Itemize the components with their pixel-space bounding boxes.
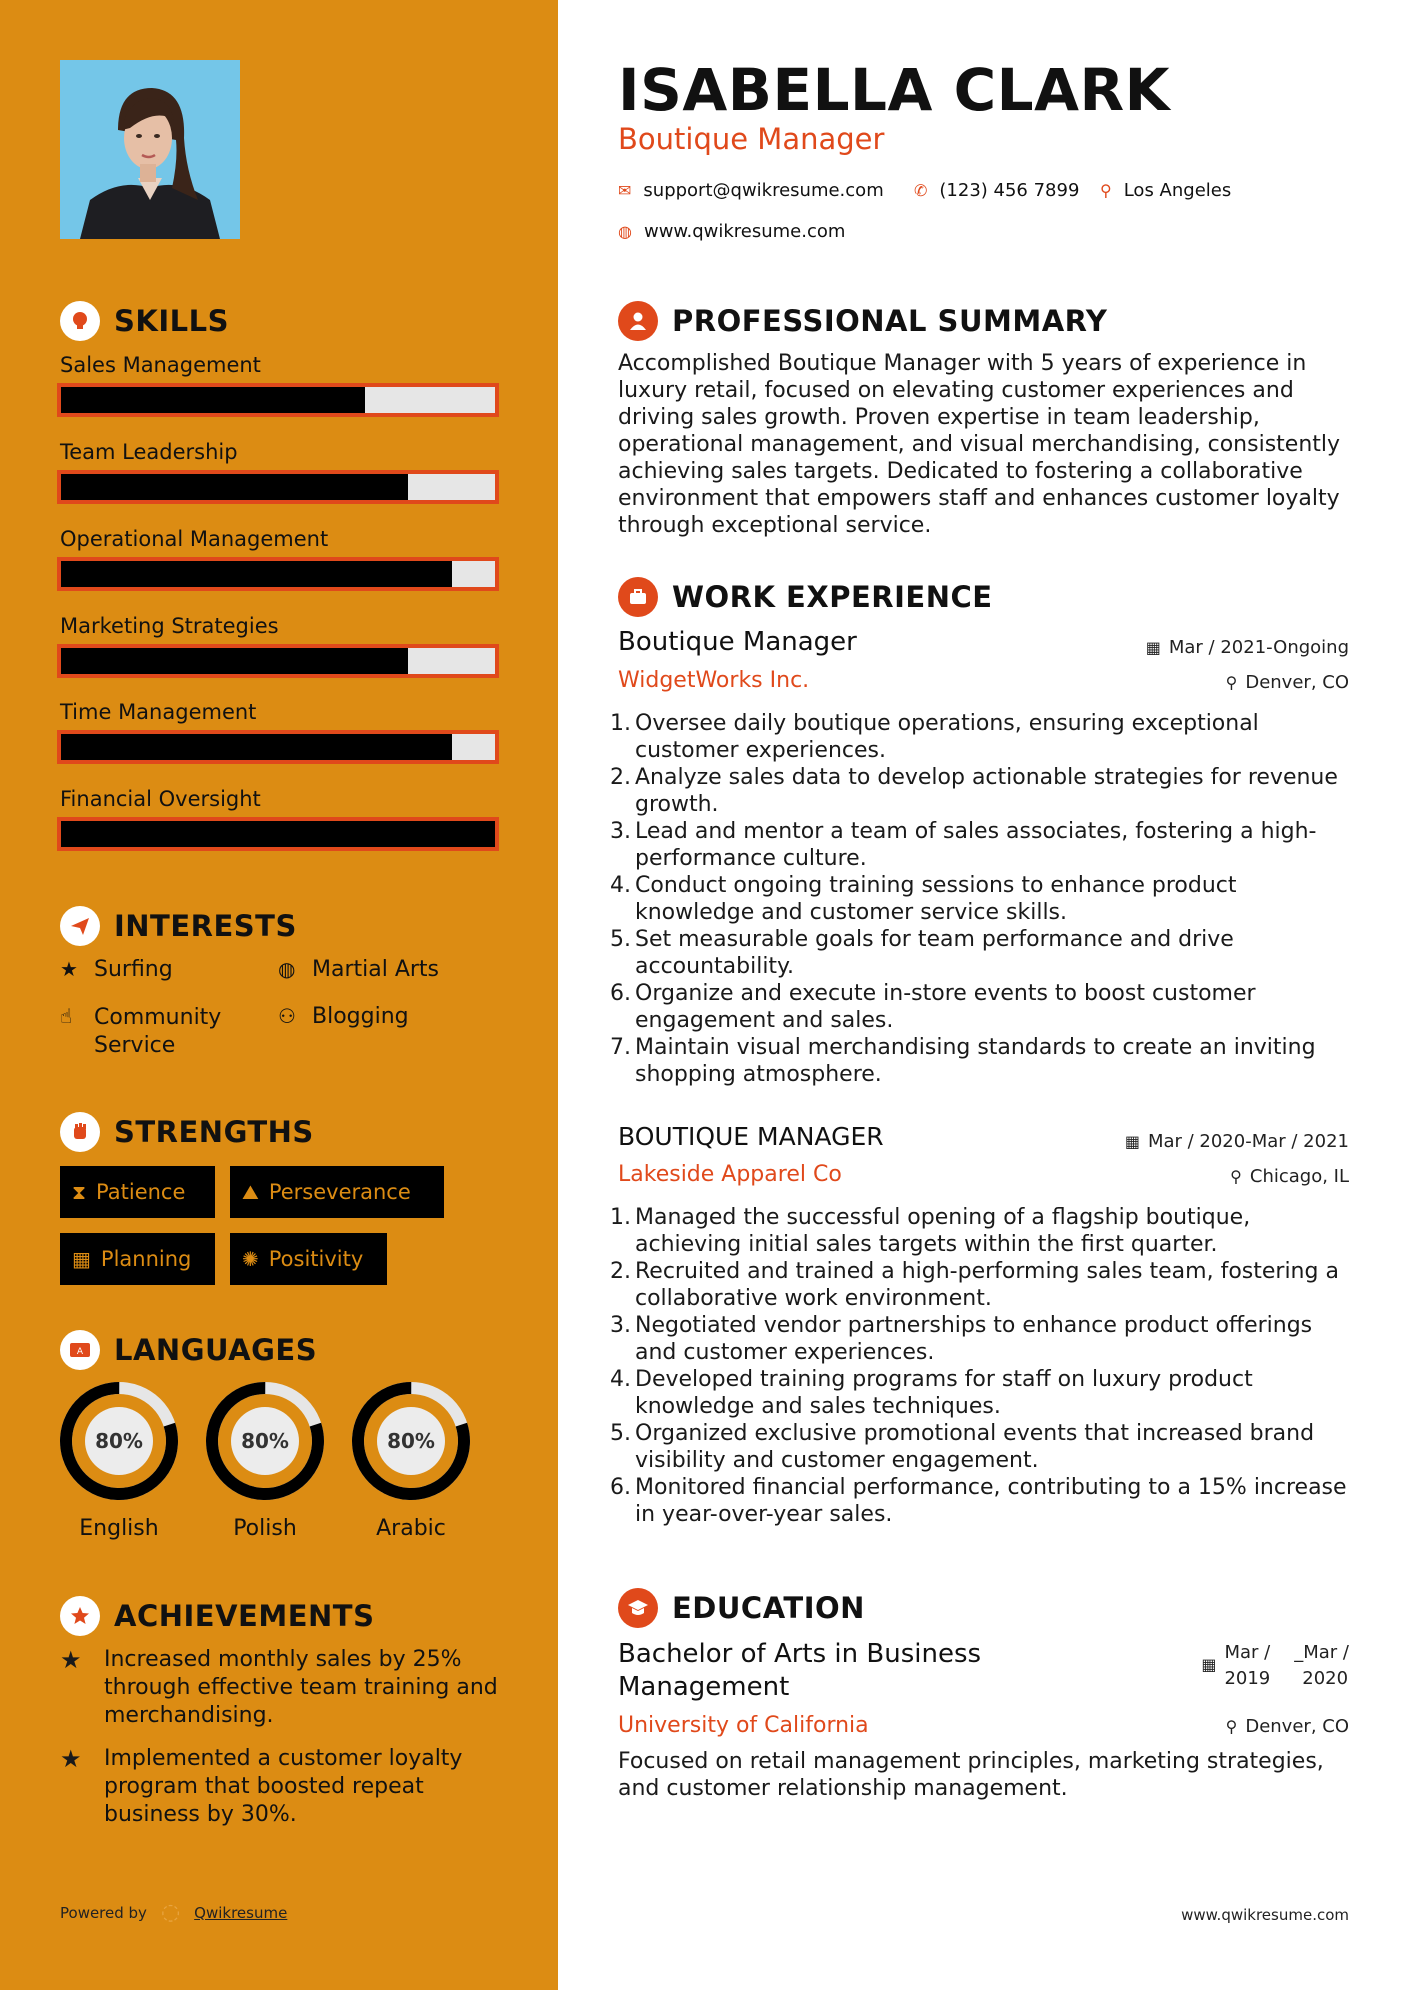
achievements-header (60, 1596, 374, 1636)
interests-title: INTERESTS (114, 909, 297, 943)
experience-header (618, 577, 993, 617)
language-item (350, 1380, 472, 1541)
list-item: 2. Recruited and trained a high-performing sales team, fostering a collaborative work environment. (610, 1259, 1339, 1311)
list-item: 6. Organize and execute in-store events to boost customer engagement and sales. (610, 981, 1256, 1033)
star-icon: ★ (60, 957, 78, 981)
job-bullets (610, 1204, 1348, 1528)
skills-header (60, 301, 229, 341)
skill-bar-fill (61, 561, 452, 587)
interest-item (278, 1004, 409, 1029)
calendar-icon: ▦ (1201, 1655, 1217, 1674)
map-pin-icon: ⚲ (1100, 181, 1112, 200)
job-location-text: Denver, CO (1245, 672, 1349, 693)
job-dates (1125, 1131, 1349, 1152)
list-item: 2. Analyze sales data to develop actionable strategies for revenue growth. (610, 765, 1338, 817)
language-percent: 80% (95, 1429, 143, 1453)
languages-title: LANGUAGES (114, 1333, 318, 1367)
graduation-icon (618, 1588, 658, 1628)
strength-label: Patience (96, 1180, 186, 1204)
skill-bar (57, 557, 499, 591)
language-name: Arabic (376, 1516, 446, 1541)
list-item: 7. Maintain visual merchandising standards to create an inviting shopping atmosphere. (610, 1035, 1316, 1087)
strengths-title: STRENGTHS (114, 1115, 314, 1149)
experience-title: WORK EXPERIENCE (672, 580, 993, 614)
globe-icon: ◍ (618, 222, 632, 241)
education-location (1226, 1716, 1349, 1737)
website-text: www.qwikresume.com (643, 221, 846, 242)
job-dates-text: Mar / 2021-Ongoing (1168, 637, 1349, 658)
star-icon: ★ (60, 1745, 82, 1773)
education-dates (1201, 1640, 1349, 1692)
profile-photo (60, 60, 240, 239)
language-percent: 80% (241, 1429, 289, 1453)
job-title: Boutique Manager (618, 627, 857, 657)
job-dates (1146, 637, 1349, 658)
list-item: 3. Negotiated vendor partnerships to enhance product offerings and customer experiences. (610, 1313, 1313, 1365)
briefcase-icon (618, 577, 658, 617)
skill-bar (57, 730, 499, 764)
language-item (58, 1380, 180, 1541)
star-badge-icon (60, 1596, 100, 1636)
skill-name: Sales Management (60, 353, 261, 377)
job-title: BOUTIQUE MANAGER (618, 1122, 884, 1151)
qwikresume-link[interactable]: Qwikresume (194, 1903, 288, 1922)
strength-label: Perseverance (268, 1180, 411, 1204)
skill-item (60, 700, 500, 764)
hourglass-icon: ⧗ (72, 1180, 87, 1204)
language-ring (58, 1380, 180, 1502)
svg-text:A: A (76, 1347, 84, 1357)
footer-website[interactable]: www.qwikresume.com (1181, 1906, 1349, 1924)
pin-icon: ⚲ (1225, 1717, 1238, 1736)
skills-title: SKILLS (114, 304, 229, 338)
skill-bar (57, 817, 499, 851)
calendar-icon: ▦ (1124, 1132, 1140, 1151)
achievement-item (60, 1646, 500, 1730)
pin-icon: ⚲ (1225, 673, 1238, 692)
skill-item (60, 527, 500, 591)
interest-label: Community Service (94, 1005, 222, 1058)
education-description: Focused on retail management principles, marketing strategies, and customer relationship management. (618, 1749, 1324, 1801)
list-item: 5. Set measurable goals for team performance and drive accountability. (610, 927, 1234, 979)
school-name: University of California (618, 1713, 869, 1738)
pin-icon: ⚲ (1230, 1167, 1242, 1186)
job-company: Lakeside Apparel Co (618, 1162, 842, 1187)
education-header (618, 1588, 865, 1628)
interest-item (60, 957, 173, 982)
language-percent: 80% (387, 1429, 435, 1453)
email-text: support@qwikresume.com (643, 180, 884, 201)
candidate-role: Boutique Manager (618, 122, 885, 156)
job-location (1230, 1166, 1349, 1187)
contact-website[interactable] (618, 221, 845, 242)
list-item: 4. Conduct ongoing training sessions to enhance product knowledge and customer service skills. (610, 873, 1237, 925)
interest-label: Surfing (94, 957, 173, 982)
achievements-title: ACHIEVEMENTS (114, 1599, 375, 1633)
degree-title (618, 1638, 981, 1704)
summary-header (618, 301, 1107, 341)
language-name: English (79, 1516, 159, 1541)
strength-tag (230, 1233, 387, 1285)
skill-bar-fill (61, 821, 495, 847)
powered-by (60, 1900, 287, 1925)
skill-item (60, 614, 500, 678)
skill-item (60, 787, 500, 851)
star-icon: ★ (60, 1646, 82, 1674)
envelope-icon: ✉ (618, 181, 632, 200)
contact-phone[interactable] (914, 180, 1079, 201)
job-dates-text: Mar / 2020-Mar / 2021 (1147, 1131, 1349, 1152)
skill-bar-fill (61, 648, 408, 674)
powered-by-label: Powered by (60, 1903, 147, 1922)
education-location-text: Denver, CO (1245, 1716, 1349, 1737)
phone-icon: ✆ (914, 181, 928, 200)
language-ring (204, 1380, 326, 1502)
job-location (1226, 672, 1349, 693)
language-icon (60, 1330, 100, 1370)
interest-label: Blogging (312, 1004, 409, 1029)
skill-bar (57, 383, 499, 417)
candidate-name: ISABELLA CLARK (618, 56, 1171, 124)
summary-title: PROFESSIONAL SUMMARY (672, 304, 1108, 338)
strengths-header (60, 1112, 314, 1152)
skill-bar (57, 644, 499, 678)
sun-icon: ✺ (242, 1247, 259, 1271)
interests-header (60, 906, 297, 946)
skill-item (60, 353, 500, 417)
skill-name: Operational Management (60, 527, 329, 551)
location-text: Los Angeles (1123, 180, 1232, 201)
list-item: 1. Managed the successful opening of a flagship boutique, achieving initial sales targets within the first quarter. (610, 1205, 1251, 1257)
skill-item (60, 440, 500, 504)
list-item: 4. Developed training programs for staff on luxury product knowledge and sales techniques. (610, 1367, 1253, 1419)
achievement-text: Implemented a customer loyalty program that boosted repeat business by 30%. (104, 1746, 463, 1827)
education-end: _Mar / 2020 (1294, 1642, 1349, 1689)
skill-name: Marketing Strategies (60, 614, 279, 638)
job-company: WidgetWorks Inc. (618, 668, 810, 693)
education-title: EDUCATION (672, 1591, 865, 1625)
list-item: 6. Monitored financial performance, contributing to a 15% increase in year-over-year sales. (610, 1475, 1347, 1527)
calendar-icon: ▦ (72, 1247, 91, 1271)
job-location-text: Chicago, IL (1249, 1166, 1349, 1187)
road-icon: ⛰ (242, 1180, 259, 1204)
languages-header (60, 1330, 317, 1370)
strength-tag (60, 1233, 215, 1285)
list-item: 5. Organized exclusive promotional events that increased brand visibility and customer engagement. (610, 1421, 1315, 1473)
users-icon: ⚇ (278, 1004, 296, 1028)
skill-bar-fill (61, 734, 452, 760)
sidebar (0, 0, 558, 1990)
skill-bar (57, 470, 499, 504)
hand-icon: ☝ (60, 1004, 73, 1028)
education-start: Mar / 2019 (1224, 1642, 1271, 1689)
strength-label: Positivity (268, 1247, 364, 1271)
skill-bar-fill (61, 387, 365, 413)
phone-text: (123) 456 7899 (939, 180, 1080, 201)
globe-icon: ◍ (278, 957, 296, 981)
skill-name: Financial Oversight (60, 787, 261, 811)
skill-bar-fill (61, 474, 408, 500)
fist-icon (60, 1112, 100, 1152)
interest-label: Martial Arts (312, 957, 440, 982)
strength-tag (60, 1166, 215, 1218)
achievement-item (60, 1745, 500, 1829)
degree-line: Bachelor of Arts in Business (618, 1639, 982, 1669)
summary-text: Accomplished Boutique Manager with 5 years of experience in luxury retail, focused on elevating customer experiences and driving sales growth. Proven expertise in team leadership, operational management, and visual merchandising, consistently achieving sales targets. Dedicated to fostering a collaborative environment that empowers staff and enhances customer loyalty through exceptional service. (618, 351, 1341, 538)
language-ring (350, 1380, 472, 1502)
calendar-icon: ▦ (1145, 638, 1161, 657)
language-name: Polish (233, 1516, 297, 1541)
list-item: 1. Oversee daily boutique operations, ensuring exceptional customer experiences. (610, 711, 1259, 763)
skill-name: Team Leadership (60, 440, 238, 464)
strength-tag (230, 1166, 444, 1218)
interest-item (278, 957, 439, 982)
user-icon (618, 301, 658, 341)
degree-line: Management (618, 1672, 790, 1702)
language-item (204, 1380, 326, 1541)
achievement-text: Increased monthly sales by 25% through effective team training and merchandising. (104, 1647, 498, 1728)
contact-location (1100, 180, 1231, 201)
contact-email[interactable] (618, 180, 884, 201)
main-content (558, 0, 1407, 1990)
paper-plane-icon (60, 906, 100, 946)
interest-item (60, 1004, 260, 1060)
qwikresume-logo-icon: ◌ (160, 1900, 181, 1925)
list-item: 3. Lead and mentor a team of sales associates, fostering a high-performance culture. (610, 819, 1317, 871)
job-bullets (610, 710, 1348, 1088)
lightbulb-icon (60, 301, 100, 341)
strength-label: Planning (100, 1247, 192, 1271)
skill-name: Time Management (60, 700, 257, 724)
